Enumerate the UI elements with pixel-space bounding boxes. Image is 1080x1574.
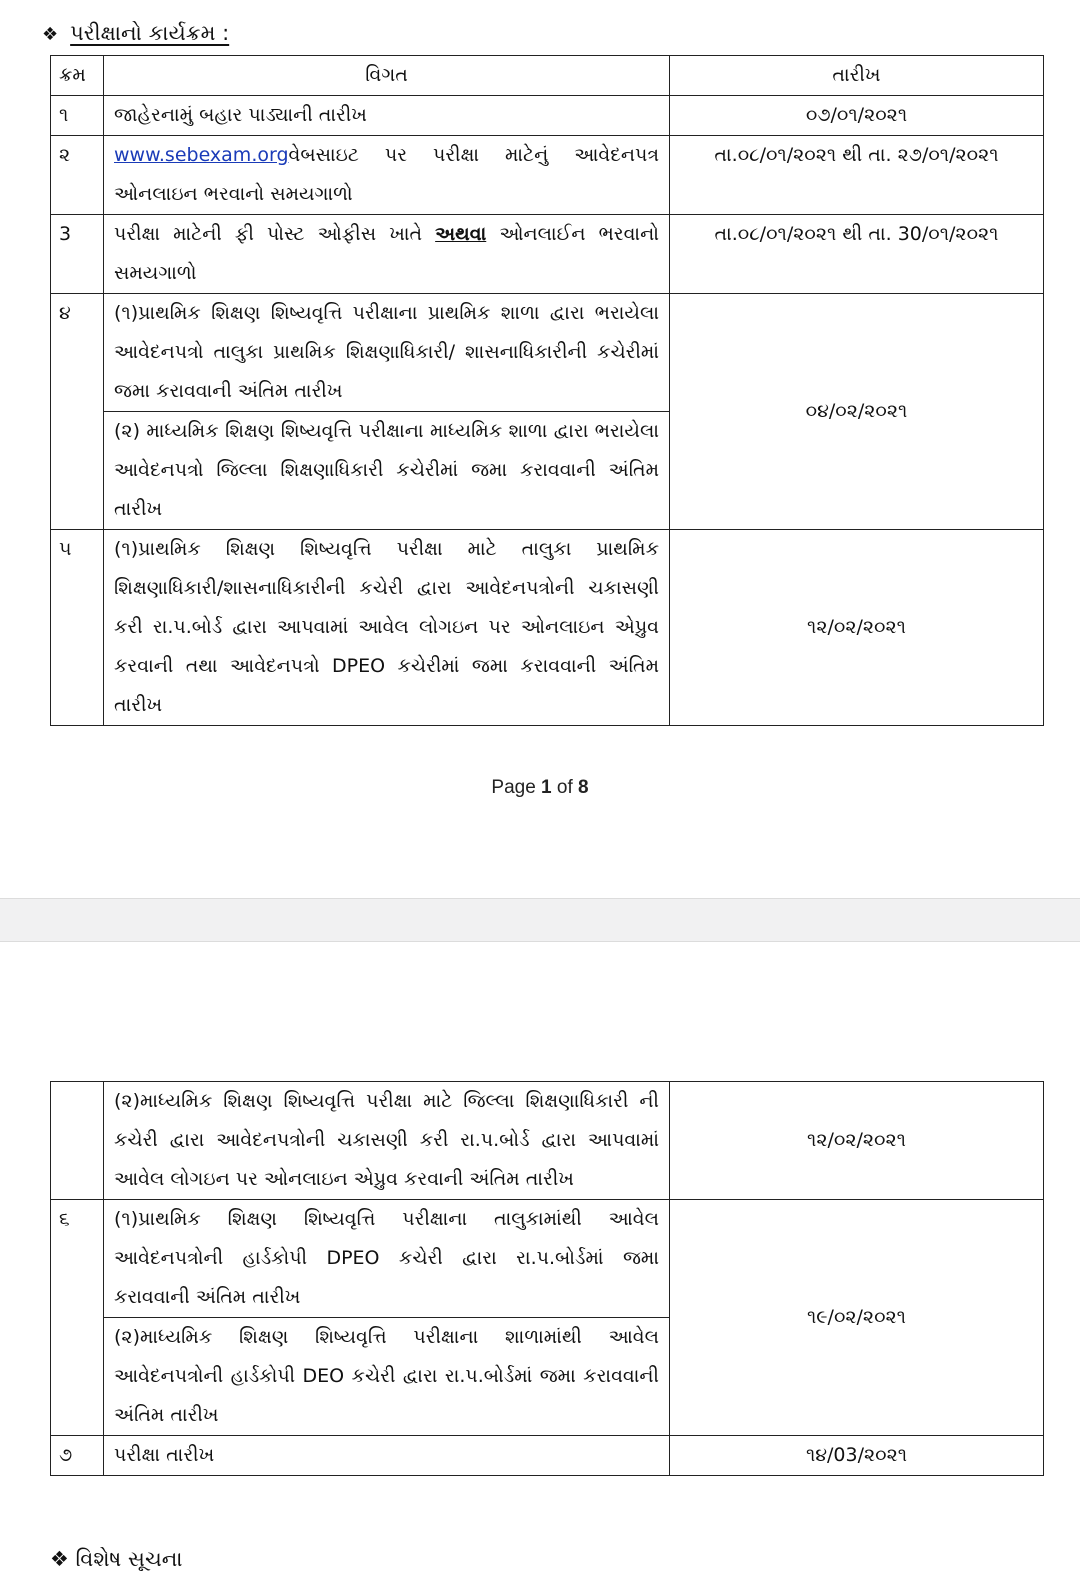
row-details-primary: (૧)પ્રાથમિક શિક્ષણ શિષ્યવૃત્તિ પરીક્ષા માટે તાલુકા પ્રાથમિક શિક્ષણાધિકારી/શાસનાધિકારીની કચેરી દ્વારા આવેદનપત્રોની ચકાસણી કરી રા.પ.બોર્ડ દ્વારા આપવામાં આવેલ લોગઇન પર ઓનલાઇન એપ્રુવ કરવાની તથા આવેદનપત્રો DPEO કચેરીમાં જમા કરાવવાની અંતિમ તારીખ — [104, 530, 670, 726]
row-number: ૧ — [51, 96, 104, 136]
row-details-text: પરીક્ષા માટેની ફી પોસ્ટ ઓફીસ ખાતે — [114, 223, 436, 245]
diamond-bullet-icon: ❖ — [42, 24, 59, 45]
section-heading — [42, 18, 229, 50]
schedule-table — [50, 55, 1044, 726]
row-details-primary: (૧)પ્રાથમિક શિક્ષણ શિષ્યવૃત્તિ પરીક્ષાના તાલુકામાંથી આવેલ આવેદનપત્રોની હાર્ડકોપી DPEO કચેરી દ્વારા રા.પ.બોર્ડમાં જમા કરાવવાની અંતિમ તારીખ — [104, 1200, 670, 1318]
table-row — [51, 1436, 1044, 1476]
schedule-table-continued — [50, 1081, 1044, 1476]
header-number: ક્રમ — [51, 56, 104, 96]
row-date: ૦૭/૦૧/૨૦૨૧ — [670, 96, 1044, 136]
row-number: ૭ — [51, 1436, 104, 1476]
table-row — [51, 96, 1044, 136]
row-details-secondary: (૨) માધ્યમિક શિક્ષણ શિષ્યવૃત્તિ પરીક્ષાના માધ્યમિક શાળા દ્વારા ભરાયેલા આવેદનપત્રો જિલ્લા શિક્ષણાધિકારી કચેરીમાં જમા કરાવવાની અંતિમ તારીખ — [104, 412, 670, 530]
row-number: ૪ — [51, 294, 104, 530]
header-date: તારીખ — [670, 56, 1044, 96]
table-row — [51, 136, 1044, 215]
table-header-row — [51, 56, 1044, 96]
row-number: ૫ — [51, 530, 104, 726]
header-details: વિગત — [104, 56, 670, 96]
row-details — [104, 215, 670, 294]
row-date: ૧૪/03/૨૦૨૧ — [670, 1436, 1044, 1476]
row-number — [51, 1082, 104, 1200]
table-row — [51, 1082, 1044, 1200]
row-date: ૧૨/૦૨/૨૦૨૧ — [670, 530, 1044, 726]
row-date: ૦૪/૦૨/૨૦૨૧ — [670, 294, 1044, 530]
total-pages: 8 — [578, 777, 589, 798]
row-details-text: વેબસાઇટ પર પરીક્ષા માટેનું આવેદનપત્ર ઓનલાઇન ભરવાનો સમયગાળો — [114, 144, 659, 205]
row-details: જાહેરનામું બહાર પાડ્યાની તારીખ — [104, 96, 670, 136]
table-row — [51, 1200, 1044, 1318]
row-number: 3 — [51, 215, 104, 294]
table-row — [51, 530, 1044, 726]
page-separator — [0, 898, 1080, 942]
website-link[interactable]: www.sebexam.org — [114, 144, 289, 166]
row-date: તા.૦૮/૦૧/૨૦૨૧ થી તા. 30/૦૧/૨૦૨૧ — [670, 215, 1044, 294]
next-heading-fragment: ❖ વિશેષ સૂચના — [50, 1547, 183, 1571]
row-details — [104, 136, 670, 215]
row-date: ૧૨/૦૨/૨૦૨૧ — [670, 1082, 1044, 1200]
row-details-secondary: (૨)માધ્યમિક શિક્ષણ શિષ્યવૃત્તિ પરીક્ષાના શાળામાંથી આવેલ આવેદનપત્રોની હાર્ડકોપી DEO કચેરી દ્વારા રા.પ.બોર્ડમાં જમા કરાવવાની અંતિમ તારીખ — [104, 1318, 670, 1436]
row-details-primary: (૧)પ્રાથમિક શિક્ષણ શિષ્યવૃત્તિ પરીક્ષાના પ્રાથમિક શાળા દ્વારા ભરાયેલા આવેદનપત્રો તાલુકા પ્રાથમિક શિક્ષણાધિકારી/ શાસનાધિકારીની કચેરીમાં જમા કરાવવાની અંતિમ તારીખ — [104, 294, 670, 412]
row-details: પરીક્ષા તારીખ — [104, 1436, 670, 1476]
row-number: ૬ — [51, 1200, 104, 1436]
section-title: પરીક્ષાનો કાર્યક્રમ : — [70, 21, 230, 45]
row-date: તા.૦૮/૦૧/૨૦૨૧ થી તા. ૨૭/૦૧/૨૦૨૧ — [670, 136, 1044, 215]
row-details-secondary: (૨)માધ્યમિક શિક્ષણ શિષ્યવૃત્તિ પરીક્ષા માટે જિલ્લા શિક્ષણાધિકારી ની કચેરી દ્વારા આવેદનપત્રોની ચકાસણી કરી રા.પ.બોર્ડ દ્વારા આપવામાં આવેલ લોગઇન પર ઓનલાઇન એપ્રુવ કરવાની અંતિમ તારીખ — [104, 1082, 670, 1200]
table-row — [51, 294, 1044, 412]
row-details-text: ઓનલાઈન ભરવાનો સમયગાળો — [114, 223, 659, 284]
table-row — [51, 215, 1044, 294]
row-number: ૨ — [51, 136, 104, 215]
row-date: ૧૯/૦૨/૨૦૨૧ — [670, 1200, 1044, 1436]
page-number: Page 1 of 8 — [491, 777, 589, 798]
emphasis-or: અથવા — [435, 223, 487, 245]
current-page: 1 — [541, 777, 552, 798]
